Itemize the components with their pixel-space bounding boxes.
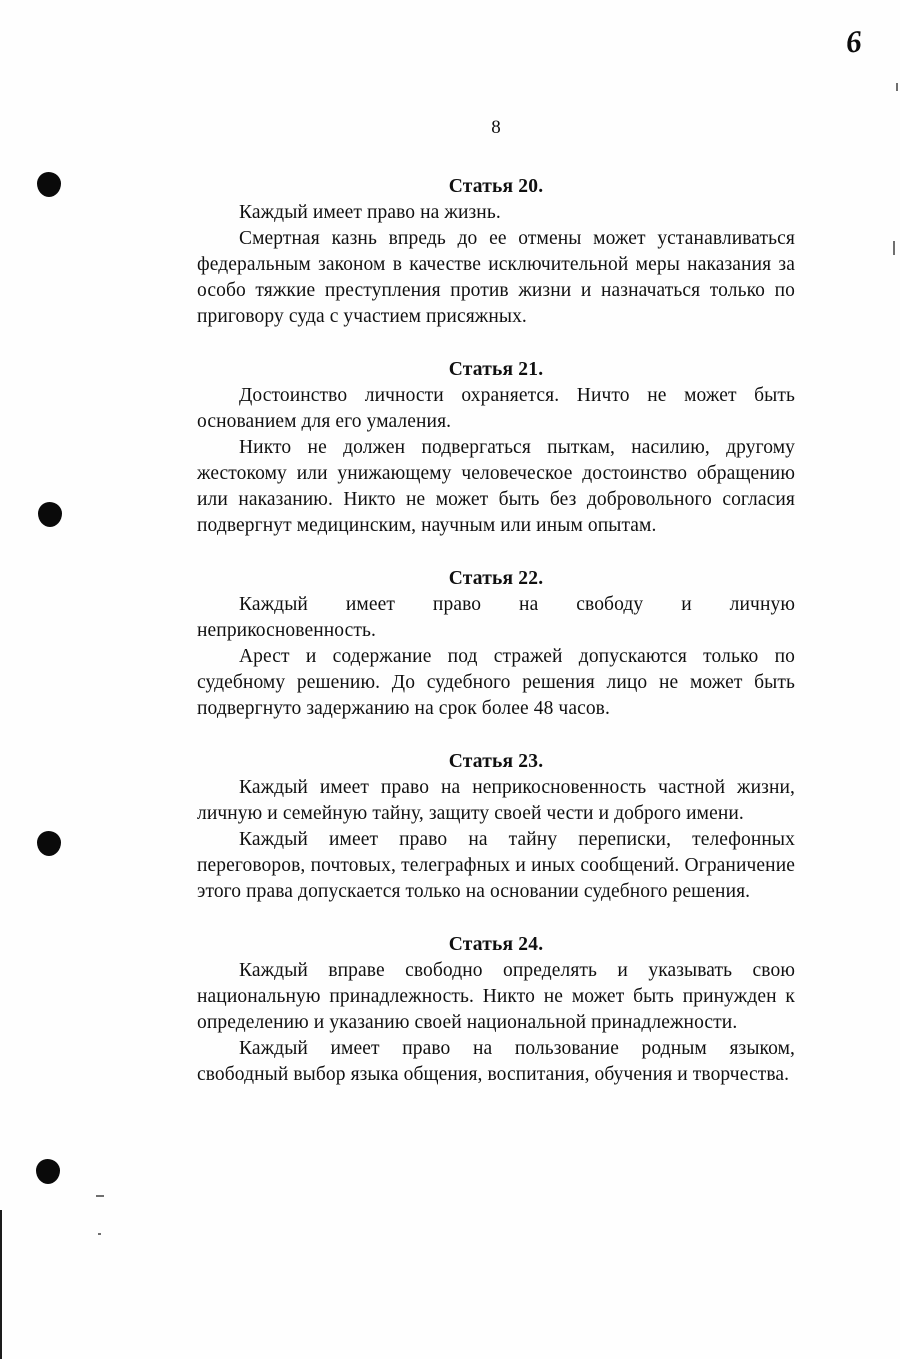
text-line: Каждый имеет право на пользование родным языком, [239, 1038, 795, 1059]
paragraph [197, 644, 795, 722]
binding-hole [38, 502, 62, 527]
article [197, 357, 795, 539]
article-title: Статья 24. [448, 934, 544, 955]
text-line: подвергнут медицинским, научным или иным опытам. [197, 515, 657, 536]
text-line: личную и семейную тайну, защиту своей чести и доброго имени. [197, 803, 744, 824]
article [197, 932, 795, 1088]
article-title: Статья 22. [448, 568, 544, 589]
text-line: подвергнуто задержанию на срок более 48 часов. [197, 698, 610, 719]
scan-artifact [98, 1233, 101, 1235]
text-line: Никто не должен подвергаться пыткам, насилию, другому [239, 437, 795, 458]
text-line: приговору суда с участием присяжных. [197, 306, 527, 327]
paragraph [197, 958, 795, 1036]
handwritten-mark: 6 [844, 23, 863, 60]
article [197, 566, 795, 722]
text-line: Каждый имеет право на жизнь. [239, 202, 501, 223]
paragraph [197, 226, 795, 330]
text-line: этого права допускается только на основании судебного решения. [197, 881, 751, 902]
text-line: переговоров, почтовых, телеграфных и иных сообщений. Ограничение [197, 855, 795, 876]
text-line: или наказанию. Никто не может быть без добровольного согласия [197, 489, 795, 510]
text-line: федеральным законом в качестве исключительной меры наказания за [197, 254, 795, 275]
scan-edge-line [0, 1210, 2, 1359]
text-line: Каждый имеет право на неприкосновенность частной жизни, [239, 777, 795, 798]
text-line: жестокому или унижающему человеческое достоинство обращению [197, 463, 795, 484]
paragraph [197, 827, 795, 905]
text-line: Достоинство личности охраняется. Ничто не может быть [239, 385, 795, 406]
text-line: Каждый имеет право на свободу и личную [239, 594, 795, 615]
article-title: Статья 20. [448, 176, 544, 197]
binding-hole [37, 831, 61, 856]
paragraph [197, 435, 795, 539]
paragraph [197, 592, 795, 644]
binding-hole [36, 1159, 60, 1184]
text-line: национальную принадлежность. Никто не может быть принужден к [197, 986, 795, 1007]
text-line: свободный выбор языка общения, воспитания, обучения и творчества. [197, 1064, 790, 1085]
text-line: Каждый имеет право на тайну переписки, телефонных [239, 829, 795, 850]
binding-hole [37, 172, 61, 197]
text-line: Смертная казнь впредь до ее отмены может устанавливаться [239, 228, 795, 249]
scan-artifact [896, 83, 898, 91]
scan-artifact [96, 1195, 104, 1197]
scan-artifact [893, 241, 895, 255]
article [197, 749, 795, 905]
text-line: определению и указанию своей национальной принадлежности. [197, 1012, 738, 1033]
paragraph [197, 1036, 795, 1088]
text-line: Арест и содержание под стражей допускаются только по [239, 646, 795, 667]
text-line: Каждый вправе свободно определять и указывать свою [239, 960, 795, 981]
text-column [197, 115, 795, 1088]
article-title: Статья 21. [448, 359, 544, 380]
text-line: судебному решению. До судебного решения лицо не может быть [197, 672, 795, 693]
page-number: 8 [491, 117, 501, 138]
paragraph [197, 383, 795, 435]
article [197, 174, 795, 330]
text-line: основанием для его умаления. [197, 411, 452, 432]
text-line: особо тяжкие преступления против жизни и назначаться только по [197, 280, 795, 301]
paragraph [197, 775, 795, 827]
text-line: неприкосновенность. [197, 620, 376, 641]
article-title: Статья 23. [448, 751, 544, 772]
paragraph [197, 200, 795, 226]
